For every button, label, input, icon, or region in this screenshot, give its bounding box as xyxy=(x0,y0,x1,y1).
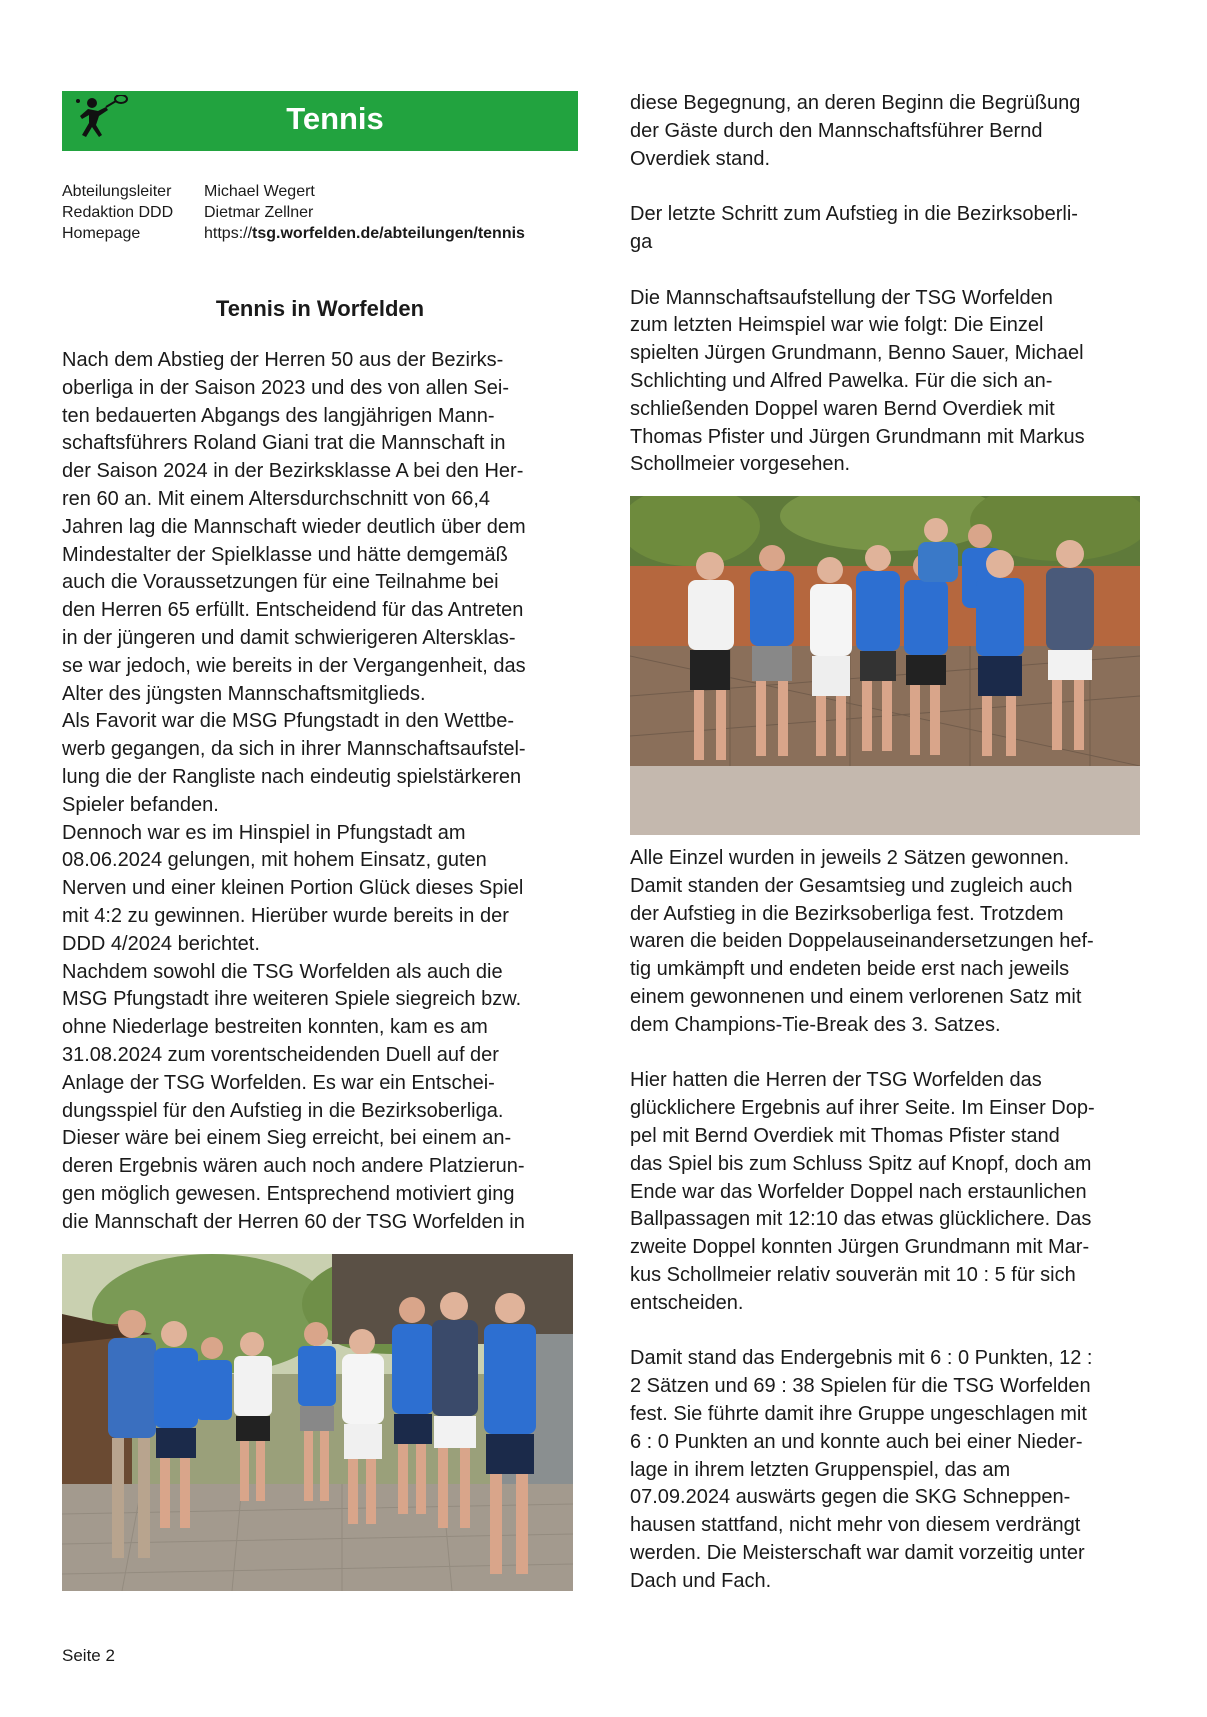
info-value: Dietmar Zellner xyxy=(204,204,314,221)
page-number: Seite 2 xyxy=(62,1646,115,1665)
homepage-link-prefix: https:// xyxy=(204,225,253,242)
info-label: Abteilungsleiter xyxy=(62,183,172,200)
group-photo xyxy=(62,1254,573,1591)
homepage-link[interactable] xyxy=(204,223,525,244)
article-text-left: Nach dem Abstieg der Herren 50 aus der Bezirks- oberliga in der Saison 2023 und des von allen Sei- ten bedauerten Abgangs des langjährigen Mann- schaftsführers Roland Giani trat die Mannschaft in der Saison 2024 in der Bezirksklasse A bei den Her- ren 60 an. Mit einem Altersdurchschnitt von 66,4 Jahren lag die Mannschaft wieder deutlich über dem Mindestalter der Spielklasse und hätte demgemäß auch die Voraussetzungen für eine Teilnahme bei den Herren 65 erfüllt. Entscheidend für das Antreten in der jüngeren und damit schwierigeren Altersklas- se war jedoch, wie bereits in der Vergangenheit, das Alter des jüngsten Mannschaftsmitglieds. Als Favorit war die MSG Pfungstadt in den Wettbe- werb gegangen, da sich in ihrer Mannschaftsaufstel- lung die der Rangliste nach eindeutig spielstärkeren Spieler befanden. Dennoch war es im Hinspiel in Pfungstadt am 08.06.2024 gelungen, mit hohem Einsatz, guten Nerven und einer kleinen Portion Glück dieses Spiel mit 4:2 zu gewinnen. Hierüber wurde bereits in der DDD 4/2024 berichtet. Nachdem sowohl die TSG Worfelden als auch die MSG Pfungstadt ihre weiteren Spiele siegreich bzw. ohne Niederlage bestreiten konnten, kam es am 31.08.2024 zum vorentscheidenden Duell auf der Anlage der TSG Worfelden. Es war ein Entschei- dungsspiel für den Aufstieg in die Bezirksoberliga. Dieser wäre bei einem Sieg erreicht, bei einem an- deren Ergebnis wären auch noch andere Platzierun- gen möglich gewesen. Entsprechend motiviert ging die Mannschaft der Herren 60 der TSG Worfelden in xyxy=(62,349,526,1233)
article-text-right-top: diese Begegnung, an deren Beginn die Begrüßung der Gäste durch den Mannschaftsführer Bernd Overdiek stand. Der letzte Schritt zum Aufstieg in die Bezirksoberli- ga Die Mannschaftsaufstellung der TSG Worfelden zum letzten Heimspiel war wie folgt: Die Einzel spielten Jürgen Grundmann, Benno Sauer, Michael Schlichting und Alfred Pawelka. Für die sich an- schließenden Doppel waren Bernd Overdiek mit Thomas Pfister und Jürgen Grundmann mit Markus Schollmeier vorgesehen. xyxy=(630,92,1085,476)
info-row-homepage xyxy=(62,223,525,244)
team-photo xyxy=(630,496,1140,835)
info-label: Redaktion DDD xyxy=(62,204,174,221)
section-title: Tennis xyxy=(286,101,384,136)
section-banner xyxy=(62,91,578,151)
info-row-editor xyxy=(62,202,525,223)
info-value: Michael Wegert xyxy=(204,183,315,200)
info-label: Homepage xyxy=(62,225,141,242)
info-row-head xyxy=(62,181,525,202)
homepage-link-domain: tsg.worfelden.de/abteilungen/tennis xyxy=(252,225,525,242)
department-info xyxy=(62,181,525,244)
article-headline: Tennis in Worfelden xyxy=(215,296,425,321)
article-text-right-bottom: Alle Einzel wurden in jeweils 2 Sätzen gewonnen. Damit standen der Gesamtsieg und zugleich auch der Aufstieg in die Bezirksoberliga fest. Trotzdem waren die beiden Doppelauseinandersetzungen hef- tig umkämpft und endeten beide erst nach jeweils einem gewonnenen und einem verlorenen Satz mit dem Champions-Tie-Break des 3. Satzes. Hier hatten die Herren der TSG Worfelden das glücklichere Ergebnis auf ihrer Seite. Im Einser Dop- pel mit Bernd Overdiek mit Thomas Pfister stand das Spiel bis zum Schluss Spitz auf Knopf, doch am Ende war das Worfelder Doppel nach erstaunlichen Ballpassagen mit 12:10 das etwas glücklichere. Das zweite Doppel konnten Jürgen Grundmann mit Mar- kus Schollmeier relativ souverän mit 10 : 5 für sich entscheiden. Damit stand das Endergebnis mit 6 : 0 Punkten, 12 : 2 Sätzen und 69 : 38 Spielen für die TSG Worfelden fest. Sie führte damit ihre Gruppe ungeschlagen mit 6 : 0 Punkten an und konnte auch bei einer Nieder- lage in ihrem letzten Gruppenspiel, das am 07.09.2024 auswärts gegen die SKG Schneppen- hausen stattfand, nicht mehr von diesem verdrängt werden. Die Meisterschaft war damit vorzeitig unter Dach und Fach. xyxy=(630,847,1095,1592)
